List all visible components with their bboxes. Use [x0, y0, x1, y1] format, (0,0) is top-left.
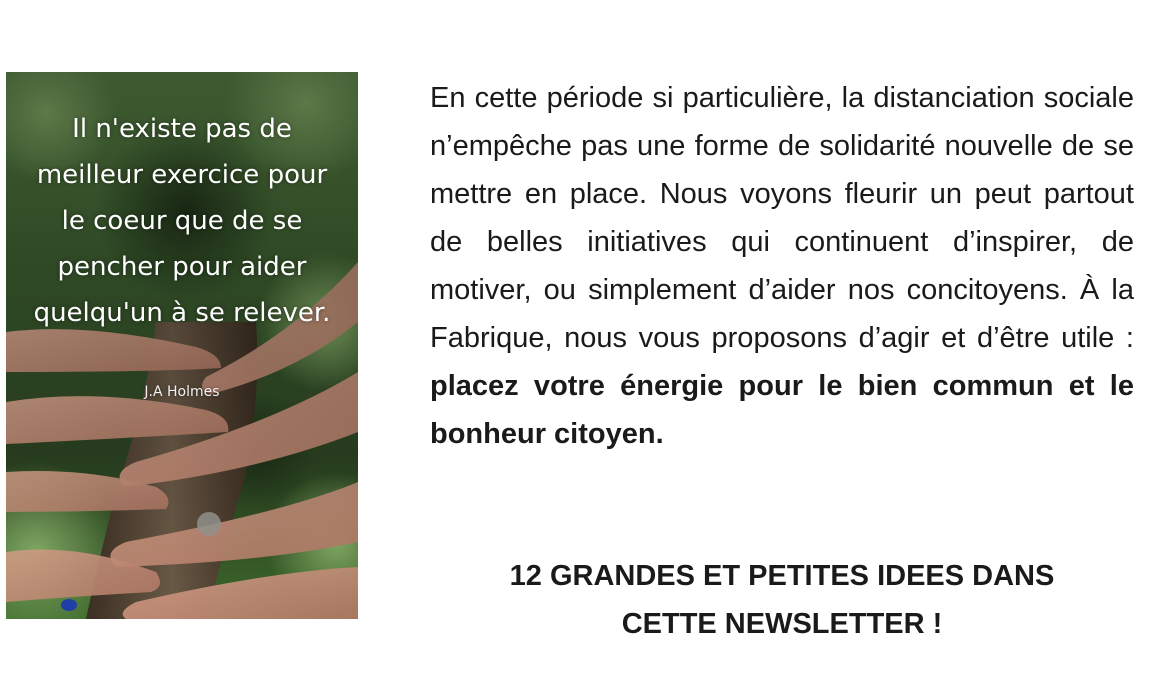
quote-image [6, 72, 358, 619]
quote-author: J.A Holmes [144, 384, 220, 400]
intro-bold-text: placez votre énergie pour le bien commun et le bonheur citoyen. [430, 370, 1134, 450]
intro-plain-text: En cette période si particulière, la distanciation sociale n’empêche pas une forme de solidarité nouvelle de se mettre en place. Nous voyons fleurir un peut partout de belles initiatives qui continuent d’inspirer, de motiver, ou simplement d’aider nos concitoyens. À la Fabrique, nous vous proposons d’agir et d’être utile : [430, 82, 1134, 354]
quote-text: Il n'existe pas de meilleur exercice pour le coeur que de se pencher pour aider quelqu'un à se relever. [33, 114, 331, 328]
newsletter-headline [430, 552, 1134, 648]
headline-line-2: CETTE NEWSLETTER ! [621, 608, 943, 640]
intro-paragraph [430, 74, 1134, 458]
headline-line-1: 12 GRANDES ET PETITES IDEES DANS [509, 560, 1055, 592]
